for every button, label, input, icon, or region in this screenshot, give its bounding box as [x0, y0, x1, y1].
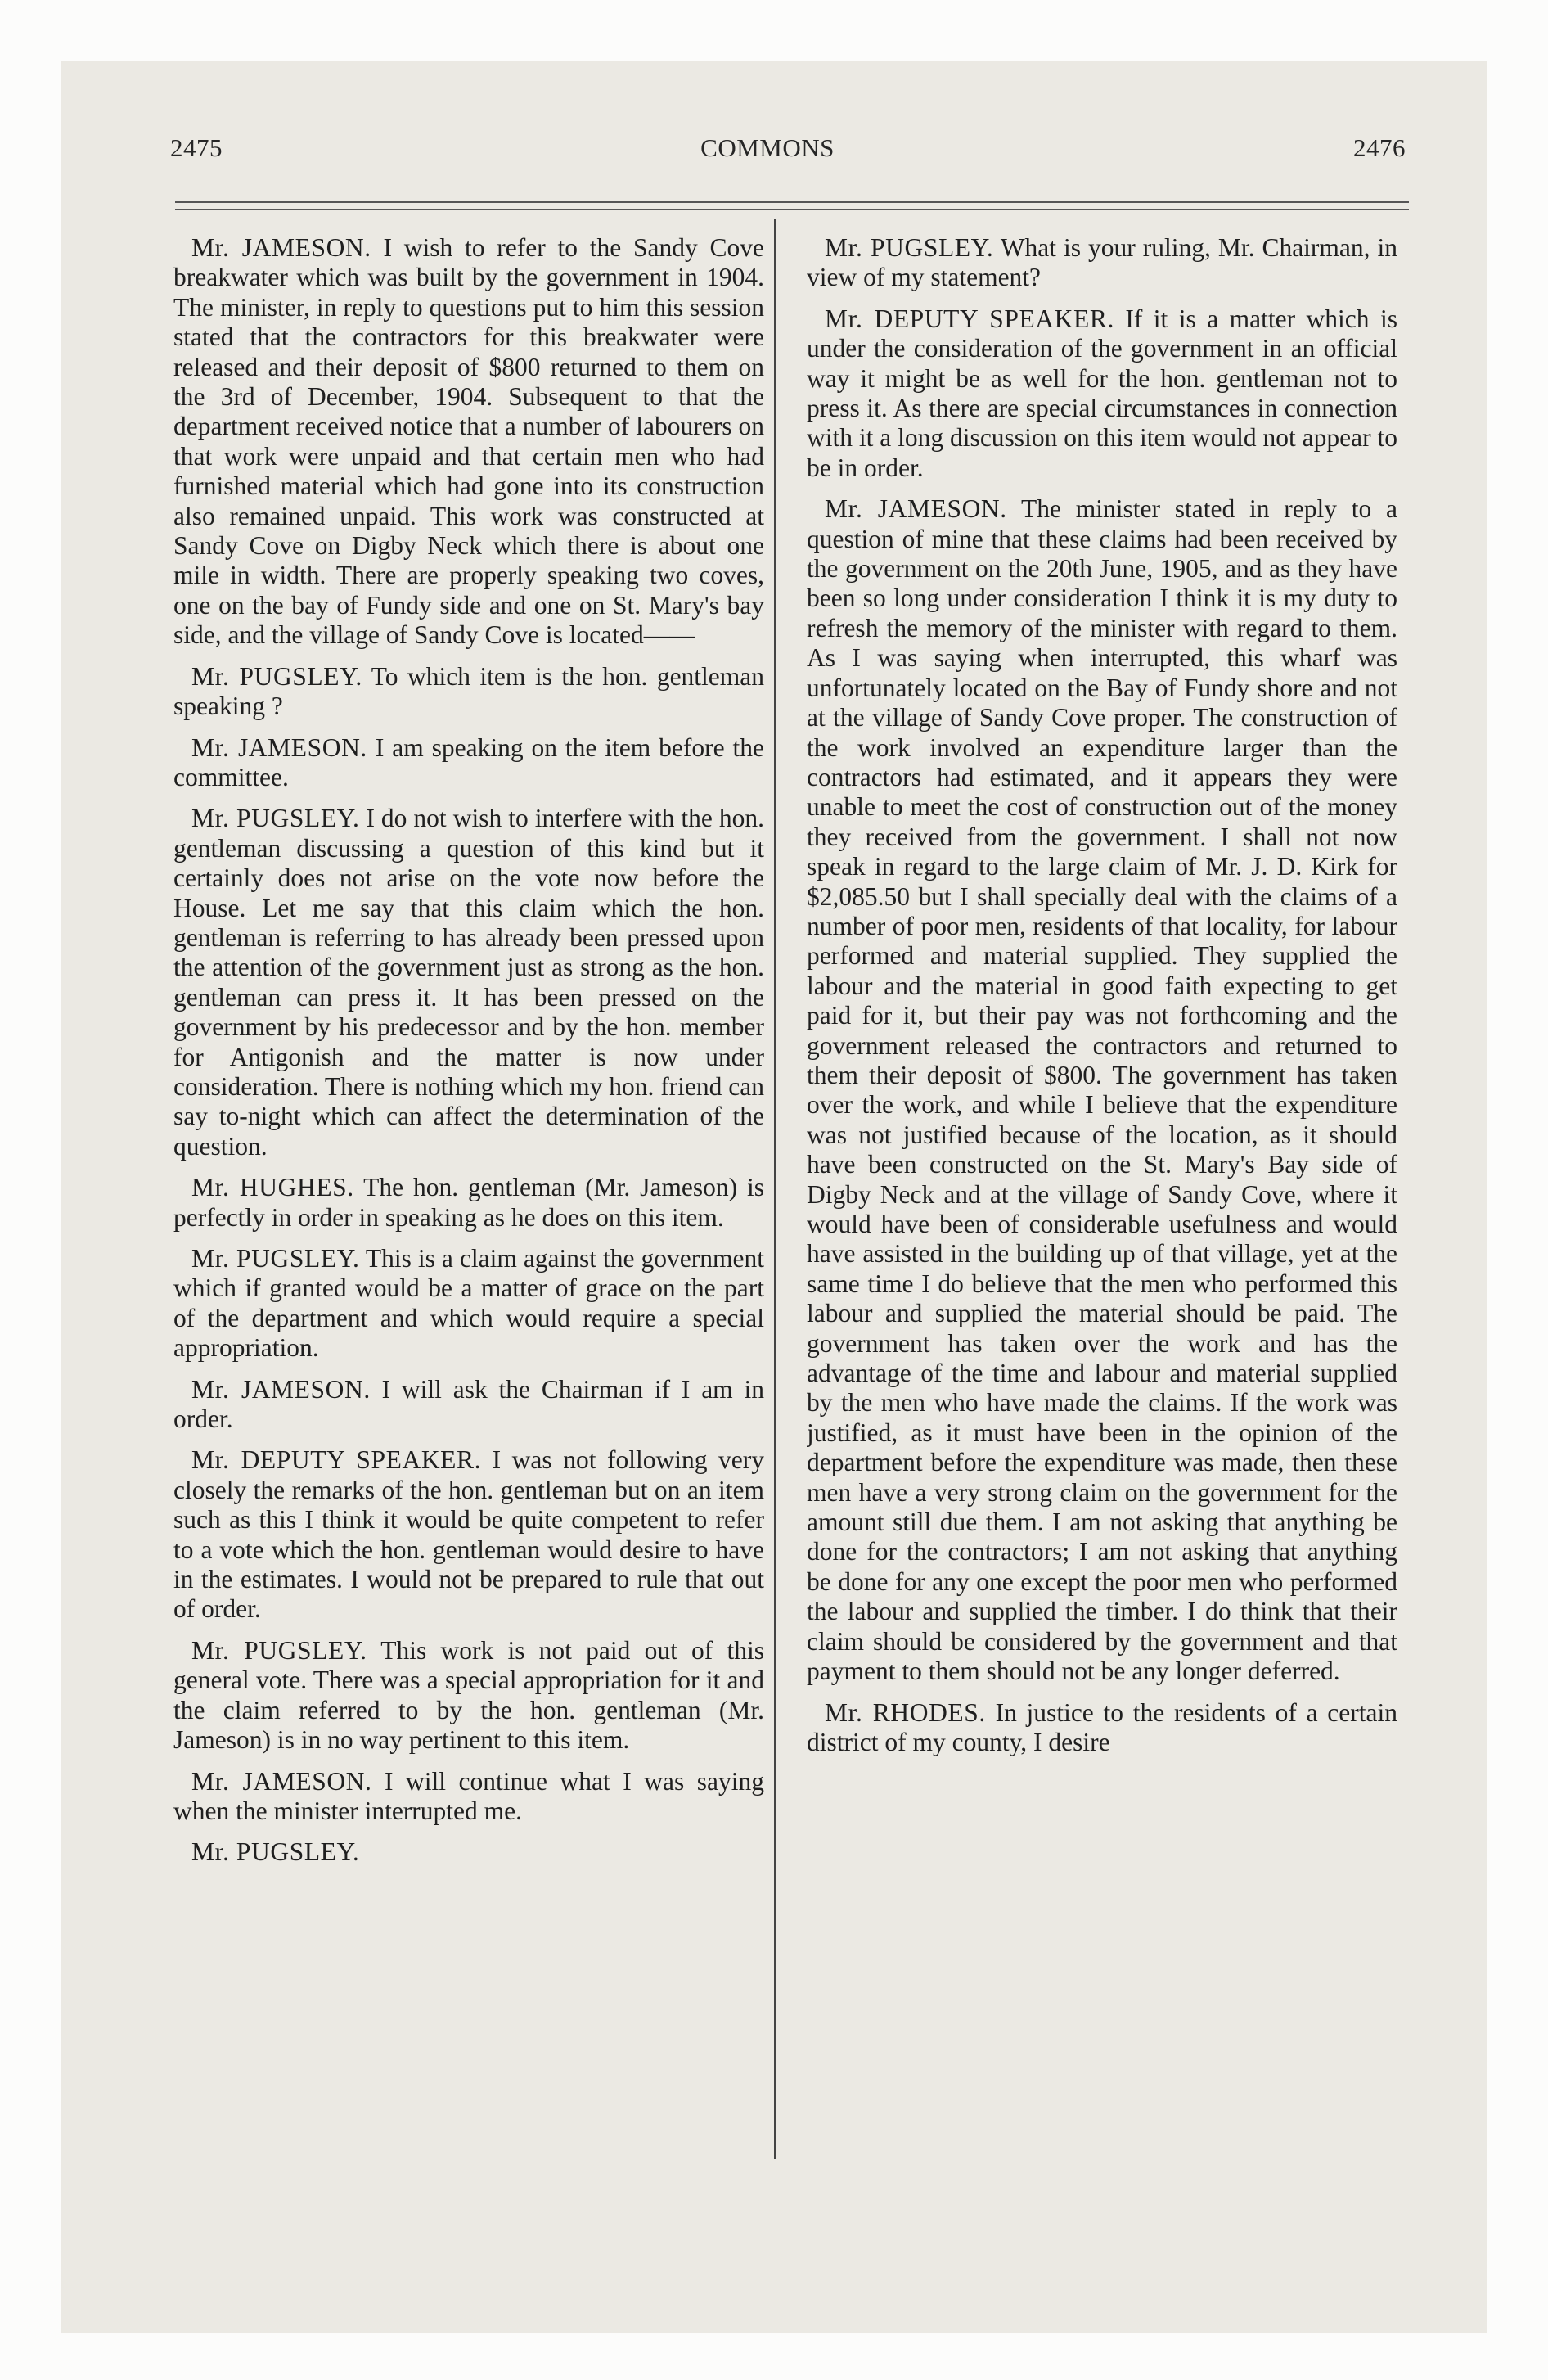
speaker-name: Mr. PUGSLEY. [825, 233, 994, 262]
speech-text: What is your ruling, Mr. Chairman, in view of my statement? [807, 233, 1397, 292]
speech-paragraph [173, 804, 764, 1161]
speech-text: The minister stated in reply to a question of mine that these claims had been received by the government on the 20th June, 1905, and as they have been so long under consideration I think it is my duty to refresh the memory of the minister with regard to them. As I was saying when interrupted, this wharf was unfortunately located on the Bay of Fundy shore and not at the village of Sandy Cove proper. The construction of the work involved an expenditure larger than the contractors had estimated, and it appears they were unable to meet the cost of construction out of the money they received from the government. I shall not now speak in regard to the large claim of Mr. J. D. Kirk for $2,085.50 but I shall specially deal with the claims of a number of poor men, residents of that locality, for labour performed and material supplied. They supplied the labour and the material in good faith expecting to get paid for it, but their pay was not forthcoming and the government released the contractors and returned to them their deposit of $800. The government has taken over the work, and while I believe that the expenditure was not justified because of the location, as it should have been constructed on the St. Mary's Bay side of Digby Neck and at the village of Sandy Cove, where it would have been of considerable usefulness and would have assisted in the building up of that village, yet at the same time I do believe that the men who performed this labour and supplied the material should be paid. The government has taken over the work and has the advantage of the time and labour and material supplied by the men who have made the claims. If the work was justified, as it must have been in the opinion of the department before the expenditure was made, then these men have a very strong claim on the government for the amount still due them. I am not asking that anything be done for the contractors; I am not asking that anything be done for any one except the poor men who performed the labour and supplied the timber. I do think that their claim should be considered by the government and that payment to them should not be any longer deferred. [807, 494, 1397, 1686]
speech-paragraph [173, 1244, 764, 1364]
speech-paragraph [807, 233, 1397, 293]
speech-text: In justice to the residents of a certain district of my county, I desire [807, 1697, 1397, 1756]
speech-paragraph [173, 233, 764, 651]
speech-text: This is a claim against the government which if granted would be a matter of grace on the part of the department and which would require a special appropriation. [173, 1244, 764, 1363]
speaker-name: Mr. PUGSLEY. [191, 1635, 367, 1665]
speaker-name: Mr. PUGSLEY. [191, 1244, 360, 1273]
page-title: COMMONS [700, 133, 835, 162]
speaker-name: Mr. DEPUTY SPEAKER. [825, 304, 1114, 333]
column-divider [774, 219, 776, 2159]
speech-paragraph [807, 1698, 1397, 1758]
header-rule-top [175, 201, 1409, 203]
header-rule-bottom [175, 209, 1409, 210]
speech-text: I wish to refer to the Sandy Cove breakwater which was built by the government in 1904. The minister, in reply to questions put to him this session stated that the contractors for this breakwater were released and their deposit of $800 returned to them on the 3rd of December, 1904. Subsequent to that the department received notice that a number of labourers on that work were unpaid and that certain men who had furnished material which had gone into its construction also remained unpaid. This work was constructed at Sandy Cove on Digby Neck which there is about one mile in width. There are properly speaking two coves, one on the bay of Fundy side and one on St. Mary's bay side, and the village of Sandy Cove is located—— [173, 233, 764, 650]
speaker-name: Mr. PUGSLEY. [191, 1837, 360, 1867]
speech-text: To which item is the hon. gentleman speaking ? [173, 661, 764, 721]
speech-text: I will ask the Chairman if I am in order. [173, 1374, 764, 1434]
speech-text: This work is not paid out of this general vote. There was a special appropriation for it and the claim referred to by the hon. gentleman (Mr. Jameson) is in no way pertinent to this item. [173, 1635, 764, 1755]
page-number-left: 2475 [170, 133, 223, 162]
speaker-name: Mr. JAMESON. [191, 732, 367, 762]
speaker-name: Mr. RHODES. [825, 1697, 986, 1727]
left-column [173, 233, 764, 2214]
speaker-name: Mr. PUGSLEY. [191, 804, 360, 833]
speech-paragraph [173, 1636, 764, 1756]
speech-paragraph [173, 1173, 764, 1233]
speaker-name: Mr. JAMESON. [191, 233, 371, 262]
speech-paragraph [807, 304, 1397, 483]
speech-paragraph [173, 733, 764, 793]
speech-text: I was not following very closely the remarks of the hon. gentleman but on an item such as this I think it would be quite competent to refer to a vote which the hon. gentleman would desire to have in the estimates. I would not be prepared to rule that out of order. [173, 1445, 764, 1624]
speech-text: I do not wish to interfere with the hon. gentleman discussing a question of this kind but it certainly does not arise on the vote now before the House. Let me say that this claim which the hon. gentleman is referring to has already been pressed upon the attention of the government just as strong as the hon. gentleman can press it. It has been pressed on the government by his predecessor and by the hon. member for Antigonish and the matter is now under consideration. There is nothing which my hon. friend can say to-night which can affect the determination of the question. [173, 804, 764, 1161]
speech-paragraph [173, 662, 764, 722]
speaker-name: Mr. JAMESON. [191, 1766, 372, 1796]
speech-paragraph [807, 494, 1397, 1686]
page-number-right: 2476 [1353, 133, 1406, 162]
speech-text: If it is a matter which is under the consideration of the government in an official way it might be as well for the hon. gentleman not to press it. As there are special circumstances in connection with it a long discussion on this item would not appear to be in order. [807, 304, 1397, 482]
speech-paragraph [173, 1837, 764, 1867]
speaker-name: Mr. DEPUTY SPEAKER. [191, 1445, 482, 1475]
speech-paragraph [173, 1375, 764, 1435]
speech-paragraph [173, 1445, 764, 1624]
speech-text: I am speaking on the item before the committee. [173, 732, 764, 791]
speaker-name: Mr. HUGHES. [191, 1173, 354, 1202]
speaker-name: Mr. JAMESON. [191, 1374, 371, 1404]
speaker-name: Mr. PUGSLEY. [191, 661, 362, 691]
speaker-name: Mr. JAMESON. [825, 494, 1007, 524]
running-head [110, 133, 1425, 166]
speech-text: The hon. gentleman (Mr. Jameson) is perfectly in order in speaking as he does on this item. [173, 1173, 764, 1232]
speech-text: I will continue what I was saying when the minister interrupted me. [173, 1766, 764, 1825]
right-column [807, 233, 1397, 2214]
speech-paragraph [173, 1767, 764, 1827]
